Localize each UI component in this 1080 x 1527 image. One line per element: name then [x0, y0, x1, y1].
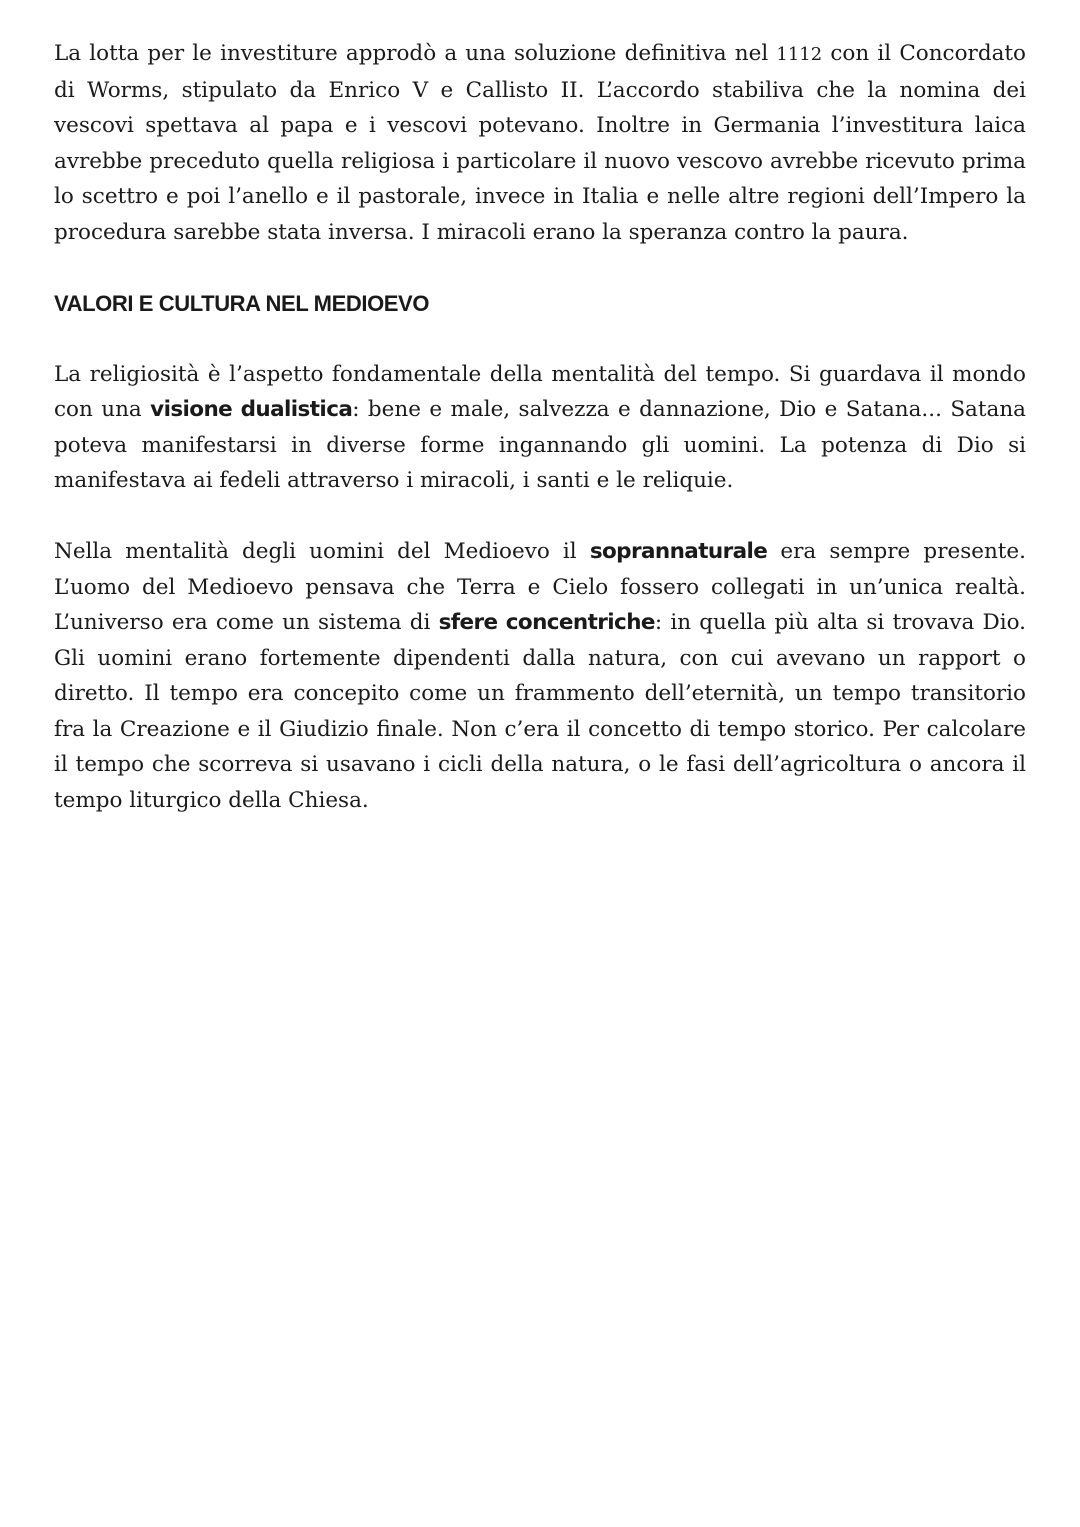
bold-term: soprannaturale	[589, 539, 768, 564]
section-heading: VALORI E CULTURA NEL MEDIOEVO	[54, 290, 430, 316]
year-number: 1112	[776, 44, 823, 65]
text-run: La lotta per le investiture approdò a una soluzione definitiva nel	[54, 41, 777, 66]
bold-term: visione dualistica	[150, 397, 353, 422]
paragraph-religiosita	[54, 357, 1026, 499]
text-run: con il Concordato di Worms, stipulato da Enrico V e Callisto II. L’accordo stabiliva che la nomina dei vescovi spettava al papa e i vescovi potevano. Inoltre in Germania l’investitura laica avrebbe preceduto quella religiosa i particolare il nuovo vescovo avrebbe ricevuto prima lo scettro e poi l’anello e il pastorale, invece in Italia e nelle altre regioni dell’Impero la procedura sarebbe stata inversa. I miracoli erano la speranza contro la paura.	[54, 41, 1026, 245]
text-run: Nella mentalità degli uomini del Medioevo il	[54, 539, 590, 564]
bold-term: sfere concentriche	[438, 610, 655, 635]
text-run: : in quella più alta si trovava Dio. Gli uomini erano fortemente dipendenti dalla natura, con cui avevano un rapport o diretto. Il tempo era concepito come un frammento dell’eternità, un tempo transitorio fra la Creazione e il Giudizio finale. Non c’era il concetto di tempo storico. Per calcolare il tempo che scorreva si usavano i cicli della natura, o le fasi dell’agricoltura o ancora il tempo liturgico della Chiesa.	[54, 610, 1026, 813]
text-run: : bene e male, salvezza e dannazione, Dio e Satana... Satana poteva manifestarsi in diverse forme ingannando gli uomini. La potenza di Dio si manifestava ai fedeli attraverso i miracoli, i santi e le reliquie.	[54, 397, 1026, 493]
text-run: La religiosità è l’aspetto fondamentale della mentalità del tempo. Si guardava il mondo con una	[54, 361, 1026, 422]
document-page	[54, 36, 1026, 818]
paragraph-soprannaturale	[54, 534, 1026, 818]
paragraph-investiture	[54, 36, 1026, 250]
text-run: era sempre presente. L’uomo del Medioevo pensava che Terra e Cielo fossero collegati in un’unica realtà. L’universo era come un sistema di	[54, 539, 1026, 635]
